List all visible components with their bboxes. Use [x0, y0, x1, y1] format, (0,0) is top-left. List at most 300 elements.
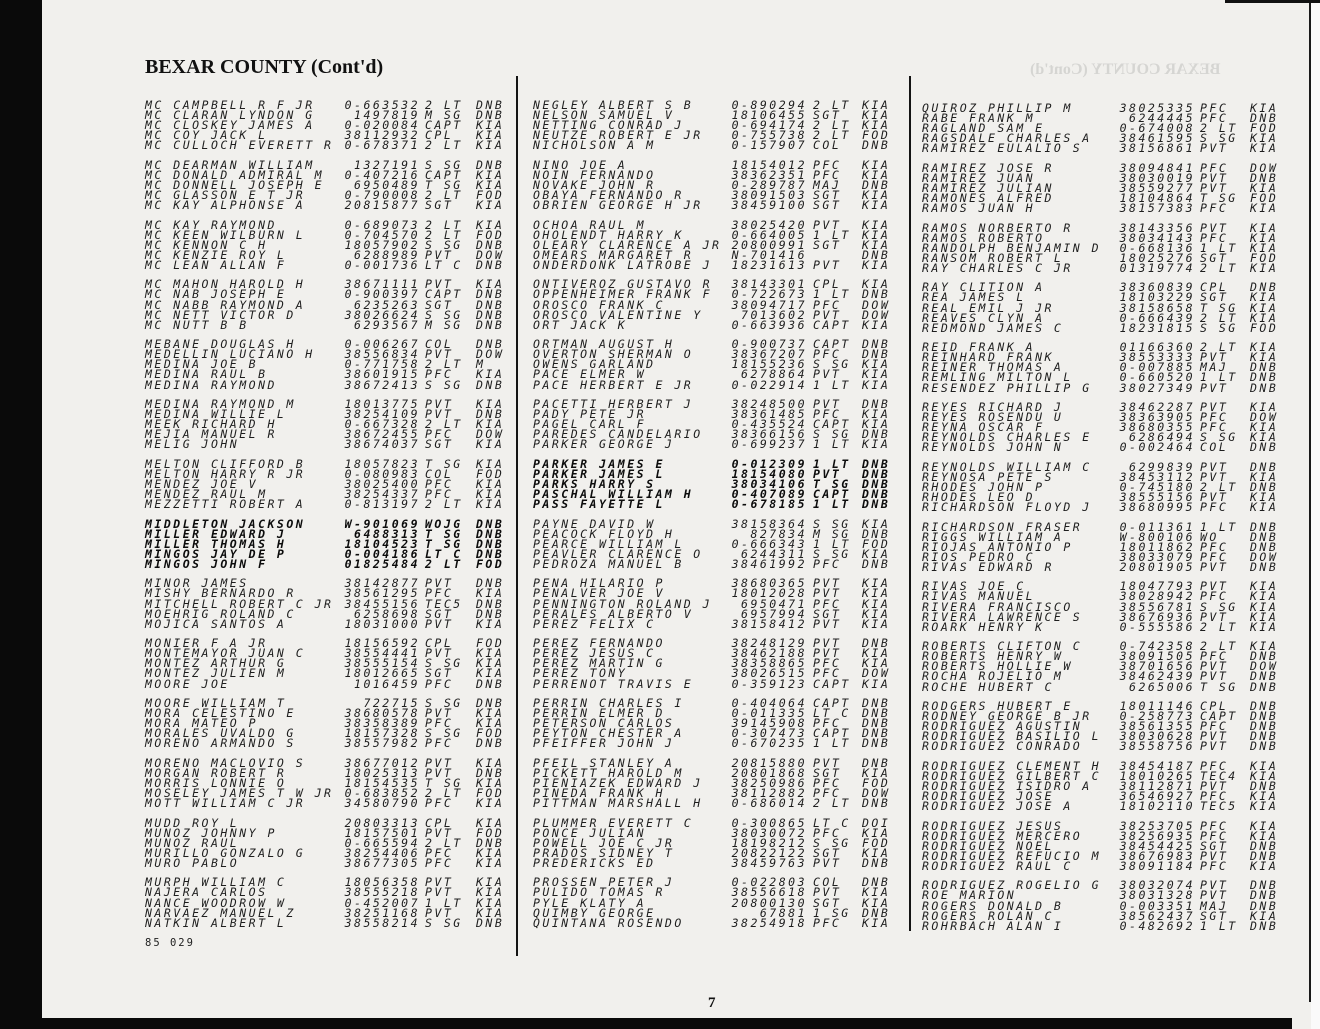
roster-row: [922, 918, 1292, 933]
roster-row: [145, 796, 515, 811]
rank-cell: PFC: [1200, 828, 1229, 843]
status-cell: DNB: [476, 257, 505, 272]
status-cell: KIA: [1250, 400, 1279, 414]
serial-number-cell: 38254406: [344, 845, 420, 860]
rank-cell: PFC: [813, 786, 842, 801]
rank-cell: PVT: [425, 397, 454, 411]
status-cell: KIA: [476, 177, 505, 192]
serial-number-cell: 0-663532: [344, 98, 420, 112]
status-cell: KIA: [1250, 101, 1279, 115]
serial-number-cell: 38143301: [731, 277, 807, 292]
status-cell: KIA: [1250, 201, 1279, 216]
status-cell: KIA: [1250, 639, 1279, 654]
name-cell: PERRIN CHARLES I: [533, 696, 684, 710]
rank-cell: S SG: [813, 357, 851, 372]
name-cell: RAGLAND SAM E: [922, 121, 1045, 136]
status-cell: KIA: [1250, 180, 1279, 195]
name-cell: MURILLO GONZALO G: [145, 845, 306, 860]
serial-number-cell: 6950471: [741, 596, 807, 611]
status-cell: DOW: [476, 427, 505, 442]
serial-number-cell: 01319774: [1119, 260, 1195, 275]
name-cell: NETTING CONRAD J: [533, 118, 684, 133]
serial-number-cell: 0-435524: [731, 417, 807, 432]
name-cell: NELSON SAMUEL V: [533, 108, 675, 123]
rank-cell: PFC: [425, 427, 454, 442]
serial-number-cell: 6265006: [1129, 679, 1195, 694]
serial-number-cell: 7013602: [741, 307, 807, 322]
serial-number-cell: 18025313: [344, 765, 420, 780]
name-cell: PAGEL CARL F: [533, 417, 647, 432]
serial-number-cell: 1497819: [354, 108, 420, 123]
rank-cell: CPL: [1200, 280, 1229, 295]
name-cell: REA JAMES L: [922, 290, 1026, 305]
status-cell: FOD: [476, 825, 505, 840]
page-number: 7: [708, 995, 716, 1011]
name-cell: RHODES JOHN P: [922, 479, 1045, 494]
serial-number-cell: 38557982: [344, 736, 420, 751]
serial-number-cell: 0-666439: [1119, 310, 1195, 325]
rank-cell: CPL: [425, 636, 454, 651]
status-cell: DNB: [862, 855, 891, 870]
roster-group: [922, 220, 1292, 275]
serial-number-cell: 38459763: [731, 855, 807, 870]
name-cell: MC CULLOCH EVERETT R: [145, 138, 334, 153]
name-cell: PASS FAYETTE L: [533, 497, 665, 512]
serial-number-cell: 0-660520: [1119, 370, 1195, 385]
rank-cell: PFC: [425, 367, 454, 382]
status-cell: FOD: [862, 128, 891, 143]
rank-cell: M SG: [813, 526, 851, 541]
name-cell: MITCHELL ROBERT C JR: [145, 596, 334, 611]
name-cell: REYES RICHARD J: [922, 400, 1064, 414]
roster-row: [922, 619, 1292, 634]
rank-cell: 2 LT: [425, 138, 463, 153]
column-divider-2: [909, 76, 911, 931]
status-cell: KIA: [862, 576, 891, 591]
rank-cell: M SG: [425, 108, 463, 123]
name-cell: RAY CHARLES C JR: [922, 260, 1073, 275]
serial-number-cell: 38256935: [1119, 828, 1195, 843]
serial-number-cell: 0-452007: [344, 895, 420, 910]
page-edge-top: [1225, 0, 1320, 3]
status-cell: KIA: [862, 656, 891, 671]
serial-number-cell: 0-482692: [1119, 918, 1195, 933]
status-cell: KIA: [476, 885, 505, 900]
name-cell: MINGOS JOHN F: [145, 556, 268, 571]
name-cell: RANSOM ROBERT L: [922, 250, 1064, 265]
roster-row: [533, 138, 903, 153]
status-cell: DNB: [862, 337, 891, 352]
rank-cell: TEC5: [425, 596, 463, 611]
status-cell: DNB: [476, 736, 505, 751]
name-cell: PACE HERBERT E JR: [533, 377, 694, 392]
name-cell: PEACOCK FLOYD H: [533, 526, 675, 541]
status-cell: KIA: [476, 755, 505, 770]
rank-cell: S SG: [1200, 131, 1238, 146]
serial-number-cell: 38158658: [1119, 300, 1195, 315]
rank-cell: MAJ: [813, 177, 842, 192]
name-cell: MC NAB JOSEPH E: [145, 287, 287, 302]
status-cell: KIA: [862, 277, 891, 292]
rank-cell: 2 LT: [425, 417, 463, 432]
serial-number-cell: 0-667328: [344, 417, 420, 432]
status-cell: KIA: [862, 606, 891, 621]
rank-cell: PFC: [1200, 758, 1229, 773]
rank-cell: 2 LT: [425, 556, 463, 571]
name-cell: PENA HILARIO P: [533, 576, 665, 591]
status-cell: KIA: [476, 706, 505, 721]
name-cell: NANCE WOODROW W: [145, 895, 287, 910]
status-cell: FOD: [862, 835, 891, 850]
status-cell: DOW: [1250, 410, 1279, 425]
name-cell: RICHARDSON FRASER: [922, 519, 1083, 534]
rank-cell: 2 LT: [425, 357, 463, 372]
serial-number-cell: 38553333: [1119, 350, 1195, 365]
name-cell: RODRIGUEZ REFUCIO M: [922, 848, 1102, 863]
roster-group: [145, 100, 515, 152]
name-cell: RIVAS JOE C: [922, 579, 1026, 594]
name-cell: MC GLASSON E T JR: [145, 188, 306, 203]
rank-cell: 1 LT: [813, 536, 851, 551]
status-cell: DNB: [476, 546, 505, 561]
name-cell: NOVAKE JOHN R: [533, 177, 656, 192]
rank-cell: CAPT: [425, 287, 463, 302]
rank-cell: S SG: [425, 696, 463, 710]
status-cell: KIA: [1250, 619, 1279, 634]
serial-number-cell: W-901069: [344, 516, 420, 531]
name-cell: PACETTI HERBERT J: [533, 397, 694, 411]
status-cell: KIA: [476, 476, 505, 491]
serial-number-cell: 38462188: [731, 646, 807, 661]
name-cell: MELIG JOHN: [145, 437, 240, 452]
name-cell: NEGLEY ALBERT S B: [533, 98, 694, 112]
serial-number-cell: 20800991: [731, 237, 807, 252]
rank-cell: PVT: [425, 347, 454, 362]
serial-number-cell: W-800106: [1119, 529, 1195, 544]
serial-number-cell: 38034143: [1119, 230, 1195, 245]
serial-number-cell: 38358389: [344, 716, 420, 731]
serial-number-cell: 6286494: [1129, 430, 1195, 445]
status-cell: KIA: [1250, 609, 1279, 624]
name-cell: MENDEZ RAUL M: [145, 487, 268, 502]
serial-number-cell: 0-289787: [731, 177, 807, 192]
rank-cell: S SG: [813, 516, 851, 531]
rank-cell: PFC: [813, 656, 842, 671]
serial-number-cell: 38031328: [1119, 888, 1195, 903]
serial-number-cell: 6957994: [741, 606, 807, 621]
rank-cell: PFC: [1200, 410, 1229, 425]
serial-number-cell: 38677305: [344, 855, 420, 870]
status-cell: DNB: [1250, 739, 1279, 754]
roster-group: [145, 698, 515, 750]
rank-cell: PFC: [425, 487, 454, 502]
name-cell: MUNOZ JOHNNY P: [145, 825, 277, 840]
rank-cell: PFC: [1200, 111, 1229, 126]
status-cell: KIA: [862, 845, 891, 860]
roster-row: [533, 198, 903, 213]
rank-cell: PFC: [813, 716, 842, 731]
status-cell: KIA: [476, 138, 505, 153]
status-cell: DNB: [1250, 719, 1279, 734]
status-cell: DNB: [862, 875, 891, 890]
footer-code: 85 029: [145, 937, 195, 949]
serial-number-cell: 01166360: [1119, 340, 1195, 355]
rank-cell: 1 LT: [813, 227, 851, 242]
name-cell: OBAYA FERNANDO R: [533, 188, 684, 203]
name-cell: ROCHE HUBERT C: [922, 679, 1054, 694]
roster-row: [533, 616, 903, 631]
serial-number-cell: 0-689073: [344, 217, 420, 232]
rank-cell: PVT: [813, 755, 842, 770]
rank-cell: PFC: [813, 407, 842, 422]
name-cell: MURPH WILLIAM C: [145, 875, 287, 890]
roster-group: [145, 755, 515, 811]
rank-cell: PVT: [1200, 469, 1229, 484]
serial-number-cell: 0-007885: [1119, 360, 1195, 375]
status-cell: DNB: [1250, 440, 1279, 455]
serial-number-cell: 0-258773: [1119, 709, 1195, 724]
serial-number-cell: 36546927: [1119, 789, 1195, 804]
serial-number-cell: 38555154: [344, 656, 420, 671]
name-cell: MONIER F A JR: [145, 636, 268, 651]
roster-group: [145, 217, 515, 272]
rank-cell: PVT: [1200, 141, 1229, 156]
roster-group: [922, 282, 1292, 334]
rank-cell: PFC: [1200, 201, 1229, 216]
status-cell: DNB: [862, 497, 891, 512]
rank-cell: S SG: [425, 307, 463, 322]
rank-cell: PVT: [813, 397, 842, 411]
serial-number-cell: 38033079: [1119, 549, 1195, 564]
rank-cell: PFC: [425, 586, 454, 601]
serial-number-cell: 38561295: [344, 586, 420, 601]
roster-group: [145, 638, 515, 690]
rank-cell: PVT: [425, 905, 454, 920]
name-cell: MEZZETTI ROBERT A: [145, 497, 306, 512]
serial-number-cell: 38156861: [1119, 141, 1195, 156]
roster-group: [145, 516, 515, 571]
name-cell: MILLER THOMAS H: [145, 536, 287, 551]
name-cell: MEJIA MANUEL R: [145, 427, 277, 442]
serial-number-cell: 18011862: [1119, 539, 1195, 554]
rank-cell: SGT: [813, 895, 842, 910]
status-cell: DNB: [476, 765, 505, 780]
rank-cell: PVT: [1200, 729, 1229, 744]
status-cell: KIA: [862, 546, 891, 561]
name-cell: MOJICA SANTOS A: [145, 616, 287, 631]
name-cell: RABE FRANK M: [922, 111, 1036, 126]
serial-number-cell: 38562437: [1119, 908, 1195, 923]
status-cell: KIA: [862, 257, 891, 272]
roster-group: [922, 818, 1292, 873]
status-cell: DOW: [862, 786, 891, 801]
status-cell: DNB: [1250, 380, 1279, 395]
status-cell: DNB: [862, 287, 891, 302]
roster-group: [533, 157, 903, 213]
status-cell: DNB: [476, 407, 505, 422]
status-cell: DNB: [1250, 888, 1279, 903]
name-cell: NOIN FERNANDO: [533, 167, 656, 182]
serial-number-cell: 18154080: [731, 466, 807, 481]
name-cell: PITTMAN MARSHALL H: [533, 796, 703, 811]
serial-number-cell: 38030628: [1119, 729, 1195, 744]
serial-number-cell: 6950489: [354, 177, 420, 192]
name-cell: ROGERS ROLAN C: [922, 908, 1054, 923]
status-cell: DNB: [862, 556, 891, 571]
status-cell: DNB: [1250, 370, 1279, 385]
rank-cell: LT C: [813, 815, 851, 830]
rank-cell: T SG: [1200, 300, 1238, 315]
rank-cell: PVT: [1200, 559, 1229, 574]
status-cell: KIA: [862, 157, 891, 172]
serial-number-cell: 18231613: [731, 257, 807, 272]
serial-number-cell: 0-722673: [731, 287, 807, 302]
column-divider-1: [516, 76, 518, 956]
rank-cell: T SG: [425, 775, 463, 790]
roster-group: [533, 516, 903, 571]
roster-group: [922, 519, 1292, 574]
status-cell: DOW: [862, 297, 891, 312]
serial-number-cell: 18010265: [1119, 768, 1195, 783]
serial-number-cell: 38026515: [731, 666, 807, 681]
rank-cell: S SG: [425, 915, 463, 930]
serial-number-cell: 6293567: [354, 317, 420, 332]
name-cell: REINER THOMAS A: [922, 360, 1064, 375]
rank-cell: PFC: [1200, 789, 1229, 804]
name-cell: RICHARDSON FLOYD J: [922, 500, 1092, 515]
roster-group: [922, 641, 1292, 693]
status-cell: DNB: [1250, 360, 1279, 375]
serial-number-cell: 18231815: [1119, 320, 1195, 335]
roster-group: [922, 342, 1292, 394]
rank-cell: T SG: [1200, 191, 1238, 206]
serial-number-cell: 18156592: [344, 636, 420, 651]
rank-cell: COL: [1200, 440, 1229, 455]
status-cell: DNB: [1250, 848, 1279, 863]
serial-number-cell: 0-001736: [344, 257, 420, 272]
roster-group: [922, 880, 1292, 932]
status-cell: DNB: [476, 317, 505, 332]
name-cell: RODRIGUEZ GILBERT C: [922, 768, 1102, 783]
status-cell: DNB: [1250, 529, 1279, 544]
rank-cell: CAPT: [1200, 709, 1238, 724]
serial-number-cell: 0-674008: [1119, 121, 1195, 136]
scan-margin-right: [1311, 0, 1320, 1029]
name-cell: RIOJAS ANTONIO P: [922, 539, 1073, 554]
rank-cell: PVT: [813, 855, 842, 870]
name-cell: MC KEEN WILBURN L: [145, 227, 306, 242]
name-cell: PULIDO TOMAS R: [533, 885, 665, 900]
serial-number-cell: 0-006267: [344, 337, 420, 352]
rank-cell: T SG: [425, 526, 463, 541]
rank-cell: PFC: [1200, 589, 1229, 604]
name-cell: OPPENHEIMER FRANK F: [533, 287, 713, 302]
name-cell: REAL EMIL J JR: [922, 300, 1054, 315]
serial-number-cell: N-701416: [731, 247, 807, 262]
name-cell: OROSCO VALENTINE Y: [533, 307, 703, 322]
serial-number-cell: 0-300865: [731, 815, 807, 830]
name-cell: ONTIVEROZ GUSTAVO R: [533, 277, 713, 292]
serial-number-cell: 38676936: [1119, 609, 1195, 624]
status-cell: FOD: [476, 227, 505, 242]
serial-number-cell: 0-011361: [1119, 519, 1195, 534]
status-cell: KIA: [1250, 908, 1279, 923]
serial-number-cell: 38034106: [731, 476, 807, 491]
status-cell: KIA: [476, 487, 505, 502]
rank-cell: 1 LT: [1200, 240, 1238, 255]
rank-cell: S SG: [1200, 430, 1238, 445]
serial-number-cell: 38253705: [1119, 818, 1195, 833]
serial-number-cell: 38254918: [731, 915, 807, 930]
rank-cell: SGT: [813, 188, 842, 203]
status-cell: DOW: [862, 666, 891, 681]
roster-row: [922, 440, 1292, 455]
status-cell: DNB: [1250, 539, 1279, 554]
status-cell: DNB: [476, 307, 505, 322]
name-cell: MC NETT VICTOR D: [145, 307, 296, 322]
status-cell: DNB: [476, 157, 505, 172]
rank-cell: PVT: [1200, 669, 1229, 684]
serial-number-cell: 18102110: [1119, 799, 1195, 814]
rank-cell: S SG: [425, 656, 463, 671]
name-cell: PAREDES CANDELARIO: [533, 427, 703, 442]
roster-row: [533, 556, 903, 571]
rank-cell: CAPT: [813, 676, 851, 691]
serial-number-cell: 38556781: [1119, 599, 1195, 614]
serial-number-cell: 0-080983: [344, 466, 420, 481]
serial-number-cell: 38158364: [731, 516, 807, 531]
name-cell: RAMIREZ JUAN: [922, 170, 1036, 185]
name-cell: MENDEZ JOE V: [145, 476, 259, 491]
roster-row: [922, 559, 1292, 574]
status-cell: KIA: [476, 815, 505, 830]
serial-number-cell: 38554441: [344, 646, 420, 661]
name-cell: NARVAEZ MANUEL Z: [145, 905, 296, 920]
name-cell: PETERSON CARLOS: [533, 716, 675, 731]
name-cell: RODRIGUEZ ROGELIO G: [922, 878, 1102, 893]
name-cell: REDMOND JAMES C: [922, 320, 1064, 335]
rank-cell: 2 LT: [1200, 121, 1238, 136]
name-cell: PACE ELMER W: [533, 367, 647, 382]
name-cell: REYNA OSCAR F: [922, 420, 1045, 435]
serial-number-cell: 38254337: [344, 487, 420, 502]
rank-cell: PFC: [1200, 230, 1229, 245]
serial-number-cell: 0-666343: [731, 536, 807, 551]
status-cell: KIA: [1250, 350, 1279, 365]
name-cell: RODGERS HUBERT E: [922, 699, 1073, 713]
status-cell: DNB: [862, 347, 891, 362]
rank-cell: T SG: [425, 177, 463, 192]
name-cell: REYNOLDS CHARLES E: [922, 430, 1092, 445]
serial-number-cell: 38027349: [1119, 380, 1195, 395]
roster-column-1: [145, 100, 515, 945]
status-cell: DOI: [862, 815, 891, 830]
roster-group: [533, 456, 903, 512]
rank-cell: PFC: [425, 845, 454, 860]
status-cell: KIA: [1250, 300, 1279, 315]
name-cell: MILLER EDWARD J: [145, 526, 287, 541]
name-cell: RIVAS MANUEL: [922, 589, 1036, 604]
serial-number-cell: 38250986: [731, 775, 807, 790]
serial-number-cell: 0-002464: [1119, 440, 1195, 455]
serial-number-cell: 18106455: [731, 108, 807, 123]
name-cell: MC MAHON HAROLD H: [145, 277, 306, 292]
roster-row: [145, 198, 515, 213]
name-cell: ROBERTS CLIFTON C: [922, 639, 1083, 654]
rank-cell: SGT: [425, 198, 454, 213]
rank-cell: 2 LT: [813, 118, 851, 133]
serial-number-cell: 38248500: [731, 397, 807, 411]
